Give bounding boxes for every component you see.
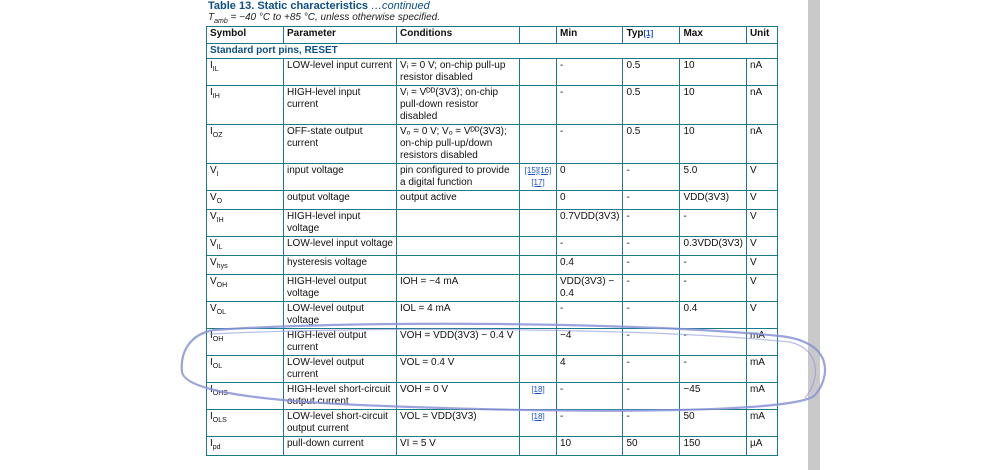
section-row (207, 44, 778, 59)
table-row (207, 356, 778, 383)
cell-ref (520, 237, 557, 256)
cell-ref[interactable]: [18] (520, 383, 557, 410)
cell-ref[interactable]: [15][16] [17] (520, 164, 557, 191)
table-row (207, 329, 778, 356)
cell-ref (520, 329, 557, 356)
table-row (207, 237, 778, 256)
cell-min: - (557, 59, 623, 86)
cell-symbol: $I_{IH}$ (207, 86, 284, 125)
cell-typ: - (623, 302, 680, 329)
header-conditions: Conditions (397, 27, 520, 44)
cell-min: - (557, 410, 623, 437)
cell-max: - (680, 329, 746, 356)
cell-symbol: $V_{hys}$ (207, 256, 284, 275)
cell-max: 150 (680, 437, 746, 456)
table-subcaption: $T_{amb} = -40$ °C to +85 °C, unless otherwise specified. (208, 12, 441, 25)
cell-symbol: $I_{pd}$ (207, 437, 284, 456)
cell-symbol: $I_{OZ}$ (207, 125, 284, 164)
cell-conditions: VOL = 0.4 V (397, 356, 520, 383)
cell-typ: - (623, 356, 680, 383)
cell-unit: nA (746, 86, 777, 125)
cell-ref (520, 210, 557, 237)
cell-min: VDD(3V3) − 0.4 (557, 275, 623, 302)
table-row (207, 191, 778, 210)
cell-max: −45 (680, 383, 746, 410)
cell-min: 0.7VDD(3V3) (557, 210, 623, 237)
cell-max: - (680, 256, 746, 275)
cell-parameter: LOW-level input voltage (284, 237, 397, 256)
cell-parameter: pull-down current (284, 437, 397, 456)
caption-title: Table 13. Static characteristics (208, 0, 368, 12)
cell-typ: - (623, 383, 680, 410)
cell-parameter: LOW-level input current (284, 59, 397, 86)
cell-conditions: IOL = 4 mA (397, 302, 520, 329)
cell-max: - (680, 356, 746, 383)
section-title: Standard port pins, RESET (207, 44, 778, 59)
table-caption (208, 0, 430, 12)
cell-parameter: input voltage (284, 164, 397, 191)
cell-min: - (557, 237, 623, 256)
cell-typ: - (623, 237, 680, 256)
header-min: Min (557, 27, 623, 44)
table-row (207, 302, 778, 329)
cell-max: - (680, 210, 746, 237)
table-header-row (207, 27, 778, 44)
table-row (207, 437, 778, 456)
cell-parameter: OFF-state output current (284, 125, 397, 164)
cell-min: - (557, 125, 623, 164)
table-row (207, 410, 778, 437)
header-typ: Typ[1] (623, 27, 680, 44)
cell-max: 0.3VDD(3V3) (680, 237, 746, 256)
cell-min: - (557, 302, 623, 329)
cell-unit: mA (746, 383, 777, 410)
cell-symbol: $I_{OL}$ (207, 356, 284, 383)
table-row (207, 164, 778, 191)
cell-conditions: IOH = −4 mA (397, 275, 520, 302)
header-max: Max (680, 27, 746, 44)
cell-conditions: pin configured to provide a digital function (397, 164, 520, 191)
cell-ref (520, 302, 557, 329)
table-row (207, 210, 778, 237)
cell-parameter: HIGH-level output voltage (284, 275, 397, 302)
cell-min: 4 (557, 356, 623, 383)
header-ref (520, 27, 557, 44)
cell-unit: V (746, 275, 777, 302)
cell-max: 10 (680, 86, 746, 125)
cell-unit: V (746, 302, 777, 329)
cell-symbol: $V_{OL}$ (207, 302, 284, 329)
cell-max: VDD(3V3) (680, 191, 746, 210)
left-margin (0, 0, 176, 470)
table-row (207, 383, 778, 410)
header-unit: Unit (746, 27, 777, 44)
table-row (207, 59, 778, 86)
cell-typ: - (623, 275, 680, 302)
cell-typ: 0.5 (623, 59, 680, 86)
cell-unit: V (746, 210, 777, 237)
cell-max: 10 (680, 125, 746, 164)
cell-symbol: $I_{IL}$ (207, 59, 284, 86)
cell-typ: - (623, 191, 680, 210)
cell-parameter: hysteresis voltage (284, 256, 397, 275)
cell-min: 10 (557, 437, 623, 456)
page-edge-shadow (808, 0, 820, 470)
cell-ref (520, 59, 557, 86)
cell-symbol: $V_I$ (207, 164, 284, 191)
right-margin (820, 0, 999, 470)
cell-unit: nA (746, 125, 777, 164)
cell-conditions (397, 210, 520, 237)
cell-ref (520, 356, 557, 383)
cell-symbol: $I_{OHS}$ (207, 383, 284, 410)
cell-symbol: $V_{IL}$ (207, 237, 284, 256)
cell-max: 10 (680, 59, 746, 86)
cell-min: 0 (557, 164, 623, 191)
cell-conditions: Vᵢ = Vᴰᴰ(3V3); on-chip pull-down resistor disabled (397, 86, 520, 125)
cell-typ: - (623, 164, 680, 191)
cell-symbol: $I_{OH}$ (207, 329, 284, 356)
cell-conditions: Vₒ = 0 V; Vₒ = Vᴰᴰ(3V3); on-chip pull-up/down resistors disabled (397, 125, 520, 164)
cell-min: - (557, 86, 623, 125)
cell-unit: nA (746, 59, 777, 86)
cell-symbol: $I_{OLS}$ (207, 410, 284, 437)
cell-ref (520, 437, 557, 456)
cell-min: −4 (557, 329, 623, 356)
cell-parameter: LOW-level output current (284, 356, 397, 383)
cell-typ: 50 (623, 437, 680, 456)
cell-parameter: HIGH-level output current (284, 329, 397, 356)
caption-continued: …continued (368, 0, 430, 12)
cell-conditions: VOL = VDD(3V3) (397, 410, 520, 437)
cell-typ: - (623, 256, 680, 275)
cell-typ: - (623, 410, 680, 437)
cell-max: 5.0 (680, 164, 746, 191)
cell-unit: V (746, 164, 777, 191)
cell-conditions: Vᵢ = 0 V; on-chip pull-up resistor disabled (397, 59, 520, 86)
cell-ref[interactable]: [18] (520, 410, 557, 437)
cell-conditions (397, 256, 520, 275)
cell-max: 50 (680, 410, 746, 437)
typ-footnote-link[interactable]: [1] (643, 29, 654, 38)
cell-unit: mA (746, 410, 777, 437)
table-row (207, 125, 778, 164)
cell-symbol: $V_{OH}$ (207, 275, 284, 302)
cell-ref (520, 86, 557, 125)
cell-min: - (557, 383, 623, 410)
cell-max: 0.4 (680, 302, 746, 329)
table-row (207, 86, 778, 125)
header-symbol: Symbol (207, 27, 284, 44)
cell-parameter: HIGH-level short-circuit output current (284, 383, 397, 410)
cell-unit: V (746, 191, 777, 210)
cell-unit: mA (746, 356, 777, 383)
cell-conditions: VI = 5 V (397, 437, 520, 456)
cell-unit: µA (746, 437, 777, 456)
cell-min: 0.4 (557, 256, 623, 275)
cell-typ: 0.5 (623, 86, 680, 125)
cell-conditions: VOH = VDD(3V3) − 0.4 V (397, 329, 520, 356)
cell-unit: mA (746, 329, 777, 356)
cell-parameter: HIGH-level input current (284, 86, 397, 125)
cell-typ: - (623, 210, 680, 237)
cell-unit: V (746, 237, 777, 256)
cell-parameter: LOW-level short-circuit output current (284, 410, 397, 437)
table-row (207, 275, 778, 302)
cell-ref (520, 275, 557, 302)
cell-symbol: $V_O$ (207, 191, 284, 210)
cell-ref (520, 191, 557, 210)
cell-typ: - (623, 329, 680, 356)
cell-ref (520, 125, 557, 164)
header-parameter: Parameter (284, 27, 397, 44)
cell-unit: V (746, 256, 777, 275)
cell-ref (520, 256, 557, 275)
cell-parameter: HIGH-level input voltage (284, 210, 397, 237)
cell-symbol: $V_{IH}$ (207, 210, 284, 237)
cell-min: 0 (557, 191, 623, 210)
table-row (207, 256, 778, 275)
cell-parameter: output voltage (284, 191, 397, 210)
cell-typ: 0.5 (623, 125, 680, 164)
cell-conditions: output active (397, 191, 520, 210)
static-characteristics-table (206, 26, 778, 456)
cell-conditions (397, 237, 520, 256)
cell-conditions: VOH = 0 V (397, 383, 520, 410)
cell-parameter: LOW-level output voltage (284, 302, 397, 329)
cell-max: - (680, 275, 746, 302)
